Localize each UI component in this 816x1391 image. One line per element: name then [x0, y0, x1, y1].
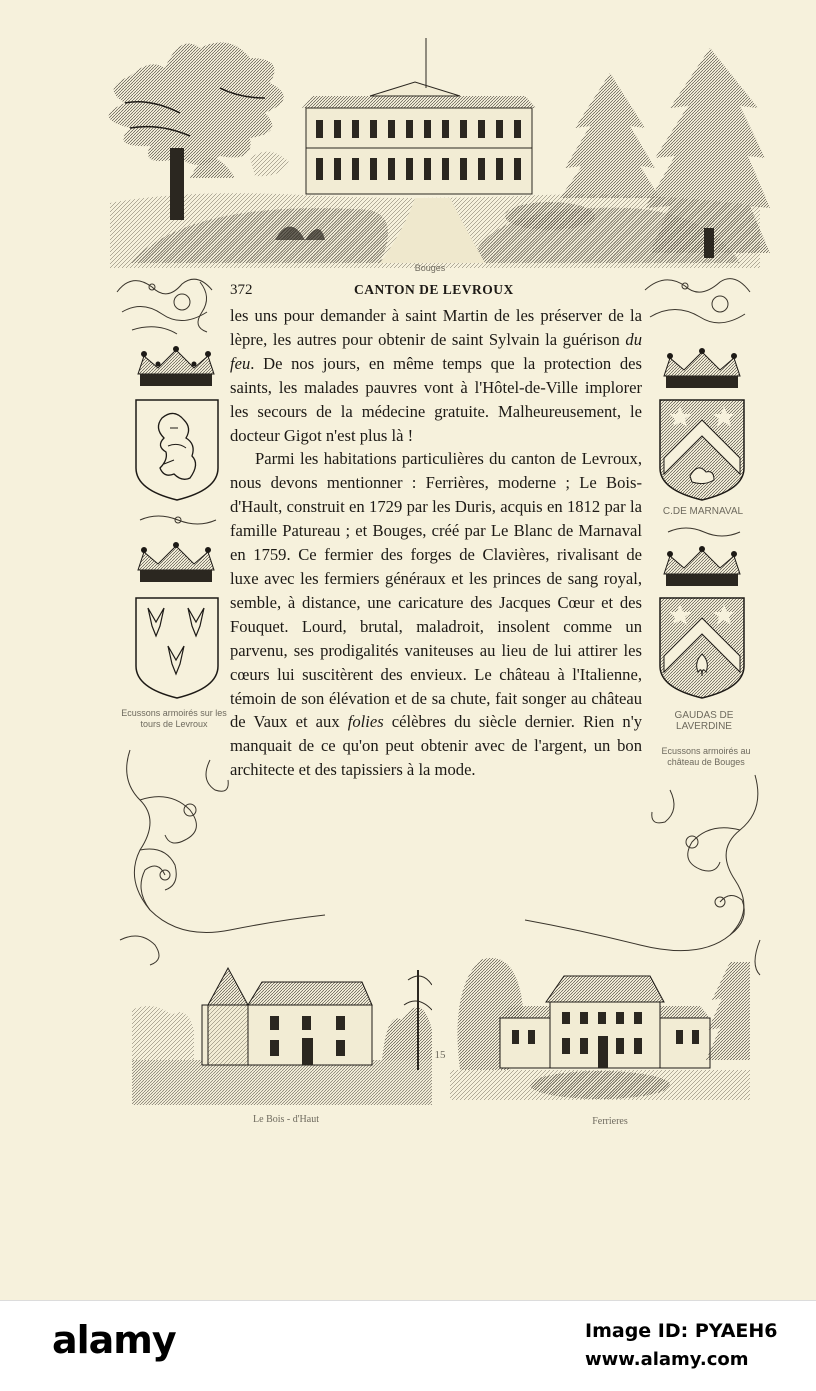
right-arms-top-caption: C.DE MARNAVAL [662, 506, 744, 517]
ferrieres-chateau [500, 976, 710, 1068]
crown-icon [130, 344, 222, 394]
chevron-stars-swan-shield-icon [658, 398, 746, 502]
page-number: 372 [230, 282, 253, 298]
italic-span: du feu [230, 329, 642, 373]
small-flourish-ornament [666, 524, 742, 540]
chateau-bouges [302, 38, 536, 194]
crown-icon [656, 544, 748, 594]
bottom-left-caption: Le Bois - d'Haut [253, 1114, 319, 1125]
crown-icon [130, 540, 222, 590]
small-flourish-ornament [138, 512, 218, 528]
bouges-engraving [70, 28, 770, 268]
bottom-right-caption: Ferrieres [592, 1116, 628, 1127]
running-head: CANTON DE LEVROUX [354, 282, 514, 297]
lion-shield-icon [134, 398, 220, 502]
text-span: Parmi les habitations particulières du canton de Levroux, nous devons mentionner : Ferrières, moderne ; Le Bois-d'Hault, construit en 1729 par les Duris, acquis en 1812 par la famille Patureau ; et Bouges, créé par Le Blanc de Marnaval en 1759. Ce fermier des forges de Clavières, rivalisant de luxe avec les fermiers généraux et les princes de sang royal, semble, à distance, une caricature des Jacques Cœur et des Fouquet. Lourd, brutal, maladroit, insolent comme un parvenu, ses prodigalités vaniteuses au lieu de lui attirer les cœurs lui suscitèrent des envieux. Le château à l'Italienne, témoin de son élévation et de sa chute, fait songer au château de Vaux et aux [230, 449, 642, 732]
body-text [230, 304, 642, 782]
eagles-shield-icon [134, 596, 220, 700]
ferrieres-engraving [450, 950, 750, 1105]
bois-dhaut-engraving [132, 960, 432, 1110]
image-id: Image ID: PYAEH6 [585, 1320, 778, 1342]
alamy-logo: alamy [52, 1318, 176, 1362]
text-span: les uns pour demander à saint Martin de les préserver de la lèpre, les autres pour obtenir de saint Sylvain la guérison [230, 306, 642, 349]
text-span: célèbres du siècle dernier. Rien n'y manquait de ce qu'on peut obtenir avec de l'argent, un bon architecte et des tapissiers à la mode. [230, 712, 642, 780]
italic-span: folies [347, 712, 384, 732]
right-vine-ornament [520, 770, 770, 980]
footer-url: www.alamy.com [585, 1349, 749, 1370]
bois-dhaut-manor [202, 968, 372, 1065]
right-arms-bottom-caption: GAUDAS DE LAVERDINE [674, 710, 734, 732]
text-span: . De nos jours, en même temps que la protection des saints, les malades pauvres vont à l'Hôtel-de-Ville implorer les secours de la médecine gratuite. Malheureusement, le docteur Gigot n'est plus là ! [230, 353, 642, 445]
paragraph-1 [230, 304, 642, 447]
crown-icon [656, 346, 748, 396]
plate-mark: 15 [434, 1049, 446, 1061]
right-flourish-ornament [640, 272, 755, 342]
chevron-stars-fleur-shield-icon [658, 596, 746, 700]
paragraph-2 [230, 447, 642, 782]
top-engraving-caption: Bouges [414, 263, 446, 273]
right-arms-caption: Ecussons armoirés au château de Bouges [661, 746, 751, 767]
left-flourish-ornament [112, 272, 224, 342]
left-arms-caption: Ecussons armoirés sur les tours de Levroux [121, 708, 227, 729]
